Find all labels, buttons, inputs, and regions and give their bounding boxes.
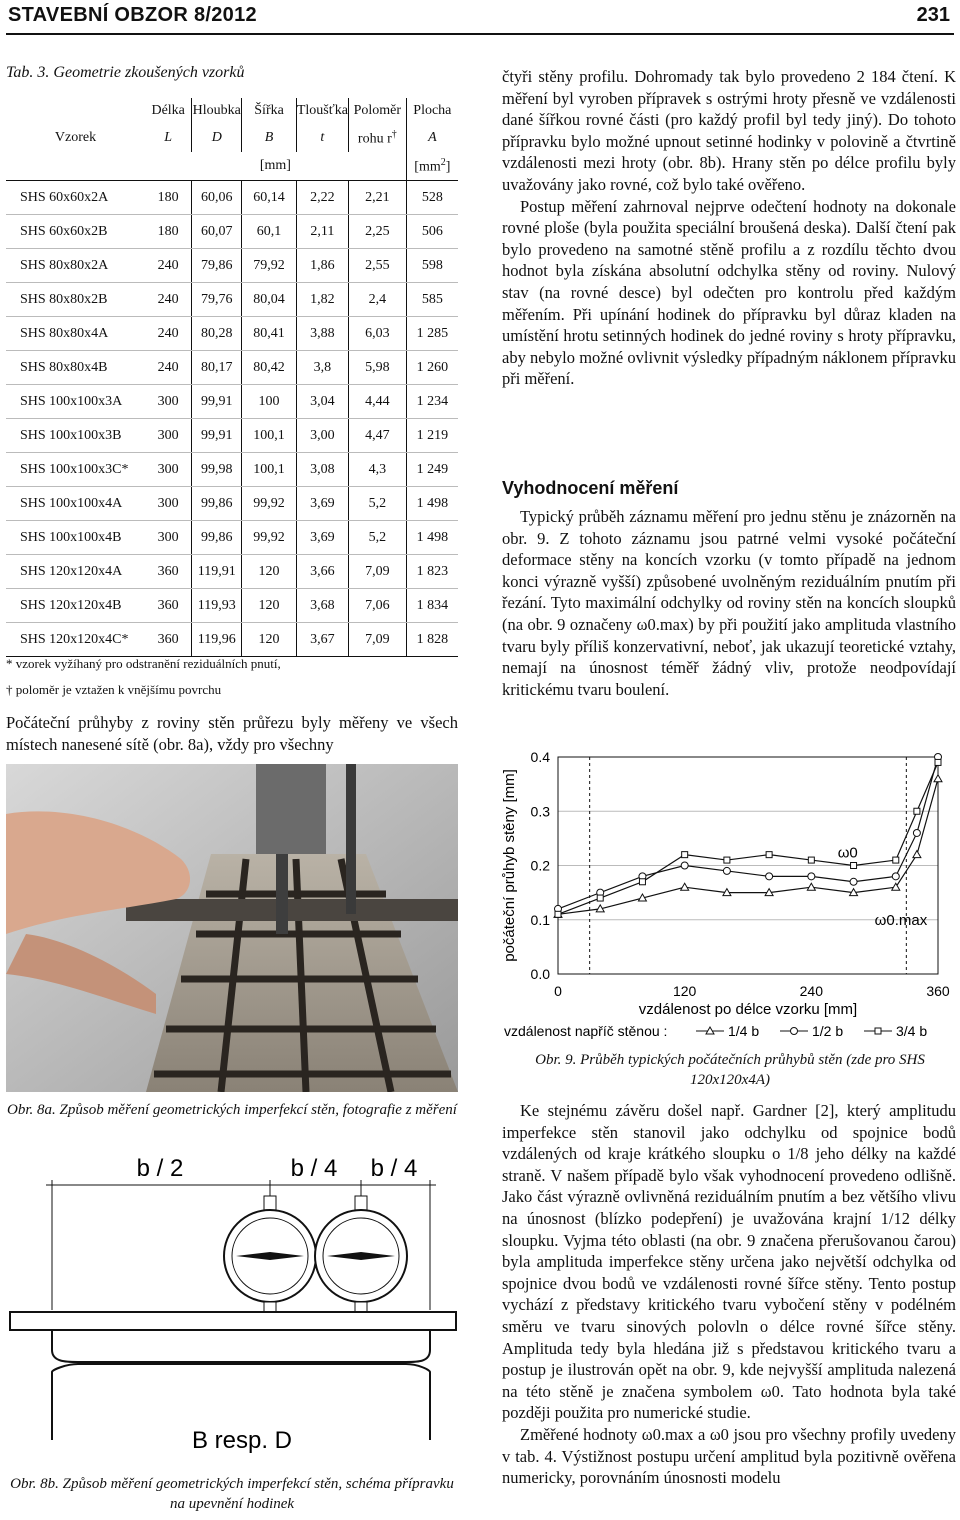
value-cell: 120 [242, 589, 297, 623]
data-point [639, 879, 645, 885]
data-point [851, 863, 857, 869]
annotation-omega0-max: ω0.max [874, 912, 928, 930]
value-cell: 3,08 [296, 453, 348, 487]
table-row [6, 385, 458, 419]
specimen-cell: SHS 100x100x3C* [6, 453, 145, 487]
value-cell: 3,69 [296, 521, 348, 555]
table-row [6, 521, 458, 555]
value-cell: 1 834 [406, 589, 458, 623]
value-cell: 99,86 [192, 521, 242, 555]
value-cell: 3,8 [296, 351, 348, 385]
data-point [682, 852, 688, 858]
specimen-cell: SHS 60x60x2A [6, 181, 145, 215]
table-caption: Tab. 3. Geometrie zkoušených vzorků [6, 64, 245, 81]
header-blank [6, 152, 145, 181]
data-point [892, 873, 899, 880]
data-point [913, 851, 921, 858]
value-cell: 1 260 [406, 351, 458, 385]
value-cell: 180 [145, 215, 192, 249]
y-tick-label: 0.0 [530, 966, 550, 982]
value-cell: 1 234 [406, 385, 458, 419]
value-cell: 99,91 [192, 385, 242, 419]
value-cell: 5,98 [348, 351, 406, 385]
table-row [6, 317, 458, 351]
y-tick-label: 0.3 [530, 803, 550, 820]
table-row [6, 249, 458, 283]
value-cell: 4,47 [348, 419, 406, 453]
col-symbol-text: rohu r [357, 131, 392, 147]
data-point [914, 808, 920, 814]
x-tick-label: 0 [554, 983, 562, 999]
specimen-cell: SHS 120x120x4B [6, 589, 145, 623]
value-cell: 100,1 [242, 453, 297, 487]
value-cell: 2,25 [348, 215, 406, 249]
value-cell: 2,11 [296, 215, 348, 249]
value-cell: 3,69 [296, 487, 348, 521]
table-row [6, 215, 458, 249]
specimen-cell: SHS 100x100x4B [6, 521, 145, 555]
value-cell: 4,3 [348, 453, 406, 487]
table-row [6, 419, 458, 453]
data-point [893, 857, 899, 863]
x-tick-label: 240 [799, 983, 824, 999]
data-point [808, 873, 815, 880]
data-point [766, 873, 773, 880]
specimen-cell: SHS 80x80x2A [6, 249, 145, 283]
value-cell: 100 [242, 385, 297, 419]
col-head: Hloubka [192, 98, 242, 124]
value-cell: 119,96 [192, 623, 242, 657]
value-cell: 60,1 [242, 215, 297, 249]
value-cell: 1,86 [296, 249, 348, 283]
col-symbol: B [242, 124, 297, 152]
specimen-cell: SHS 100x100x3B [6, 419, 145, 453]
value-cell: 6,03 [348, 317, 406, 351]
header-blank [6, 98, 145, 124]
value-cell: 240 [145, 317, 192, 351]
value-cell: 506 [406, 215, 458, 249]
value-cell: 99,98 [192, 453, 242, 487]
value-cell: 300 [145, 487, 192, 521]
data-point [681, 883, 689, 890]
value-cell: 99,92 [242, 487, 297, 521]
unit-mm2 [406, 152, 458, 181]
value-cell: 2,21 [348, 181, 406, 215]
data-point [934, 775, 942, 782]
value-cell: 1,82 [296, 283, 348, 317]
col-head-vzorek: Vzorek [54, 130, 97, 145]
value-cell: 1 285 [406, 317, 458, 351]
value-cell: 2,22 [296, 181, 348, 215]
value-cell: 180 [145, 181, 192, 215]
unit-text: [mm [414, 159, 441, 175]
value-cell: 300 [145, 385, 192, 419]
specimen-cell: SHS 100x100x3A [6, 385, 145, 419]
data-point [555, 911, 561, 917]
x-tick-label: 120 [672, 983, 697, 999]
dial-gauge-left [224, 1196, 316, 1312]
data-point [913, 829, 920, 836]
value-cell: 598 [406, 249, 458, 283]
value-cell: 79,92 [242, 249, 297, 283]
col-symbol [348, 124, 406, 152]
table-row [6, 181, 458, 215]
value-cell: 360 [145, 555, 192, 589]
value-cell: 80,42 [242, 351, 297, 385]
specimen-cell: SHS 60x60x2B [6, 215, 145, 249]
unit-text: ] [445, 159, 451, 175]
left-paragraph [6, 712, 458, 755]
value-cell: 3,66 [296, 555, 348, 589]
value-cell: 7,06 [348, 589, 406, 623]
value-cell: 4,44 [348, 385, 406, 419]
table-row [6, 589, 458, 623]
footnote-annealed: * vzorek vyžíhaný pro odstranění reziduálních pnutí, [6, 656, 281, 671]
series-line [558, 762, 938, 914]
right-text-bottom [502, 1100, 956, 1489]
table-row [6, 555, 458, 589]
value-cell: 1 249 [406, 453, 458, 487]
value-cell: 3,68 [296, 589, 348, 623]
series-line [558, 779, 938, 915]
value-cell: 300 [145, 521, 192, 555]
value-cell: 3,04 [296, 385, 348, 419]
y-tick-label: 0.2 [530, 857, 550, 874]
data-point [807, 883, 815, 890]
col-symbol: D [192, 124, 242, 152]
deflection-chart [496, 745, 956, 1040]
value-cell: 3,00 [296, 419, 348, 453]
table-row [6, 487, 458, 521]
value-cell: 7,09 [348, 623, 406, 657]
series-line [558, 757, 938, 909]
geometry-table [6, 98, 458, 657]
col-head: Poloměr [348, 98, 406, 124]
legend-label: 1/2 b [812, 1023, 844, 1039]
value-cell: 240 [145, 249, 192, 283]
value-cell: 1 219 [406, 419, 458, 453]
measurement-photo [6, 764, 458, 1092]
footnote-radius: † poloměr je vztažen k vnějšímu povrchu [6, 682, 222, 697]
data-point [850, 878, 857, 885]
value-cell: 360 [145, 623, 192, 657]
specimen-cell: SHS 100x100x4A [6, 487, 145, 521]
data-point [724, 857, 730, 863]
y-tick-label: 0.4 [530, 749, 550, 765]
value-cell: 80,04 [242, 283, 297, 317]
section-heading: Vyhodnocení měření [502, 478, 679, 498]
data-point [892, 883, 900, 890]
specimen-cell: SHS 120x120x4A [6, 555, 145, 589]
value-cell: 79,86 [192, 249, 242, 283]
value-cell: 240 [145, 351, 192, 385]
value-cell: 60,07 [192, 215, 242, 249]
value-cell: 360 [145, 589, 192, 623]
paragraph: Změřené hodnoty ω0.max a ω0 jsou pro všechny profily uvedeny v tab. 4. Výstižnost postupu určení amplitud byla pozitivně ověřena numericky, porovnáním únosnosti modelu [502, 1424, 956, 1488]
value-cell: 80,17 [192, 351, 242, 385]
value-cell: 240 [145, 283, 192, 317]
right-text-mid [502, 506, 956, 700]
value-cell: 5,2 [348, 487, 406, 521]
value-cell: 120 [242, 623, 297, 657]
data-point [935, 759, 941, 765]
label-b4: b / 4 [290, 1155, 338, 1182]
col-symbol: A [406, 124, 458, 152]
label-b2: b / 2 [136, 1155, 184, 1182]
value-cell: 1 828 [406, 623, 458, 657]
table-row [6, 351, 458, 385]
unit-sup: 2 [440, 156, 446, 168]
specimen-cell: SHS 80x80x2B [6, 283, 145, 317]
value-cell: 1 498 [406, 521, 458, 555]
specimen-cell: SHS 80x80x4B [6, 351, 145, 385]
left-paragraph-text: Počáteční průhyby z roviny stěn průřezu byly měřeny ve všech místech nanesené sítě (obr. 8a), vždy pro všechny [6, 713, 458, 754]
value-cell: 120 [242, 555, 297, 589]
col-head: Plocha [406, 98, 458, 124]
legend-label: 1/4 b [728, 1023, 760, 1039]
unit-mm: [mm] [145, 152, 406, 181]
value-cell: 528 [406, 181, 458, 215]
value-cell: 1 823 [406, 555, 458, 589]
table-row [6, 453, 458, 487]
y-tick-label: 0.1 [530, 911, 550, 928]
col-head: Tloušťka [296, 98, 348, 124]
x-axis-label: vzdálenost po délce vzorku [mm] [638, 1001, 858, 1018]
data-point [766, 852, 772, 858]
value-cell: 300 [145, 419, 192, 453]
label-b-resp-d: B resp. D [191, 1427, 293, 1454]
legend-marker [791, 1028, 798, 1035]
x-tick-label: 360 [926, 983, 950, 999]
value-cell: 60,14 [242, 181, 297, 215]
value-cell: 60,06 [192, 181, 242, 215]
value-cell: 300 [145, 453, 192, 487]
paragraph: Ke stejnému závěru došel např. Gardner [2], který amplitudu imperfekce stěn stanovil jako odchylku od spojnice bodů vzdálených od kraje krátkého sloupku o 1/8 jeho délky na každé straně. V našem případě bylo však vyhodnocení provedeno odlišně. Jako část výrazně ovlivněná reziduálním pnutím a bez většího vlivu na únosnost (blízko podepření) je uvažována krajní 1/12 délky sloupku. Vyjma této oblasti (na obr. 9 značena přerušovanou čarou) byla amplituda imperfekce stěny určena jako největší odchylka od spojnice dvou bodů ve vzdálenosti rovné šířce stěny. Tento postup vychází z představy kritického tvaru vybočení stěny v podélném směru ve tvaru sinových polovln o délce rovné šířce stěny. Amplituda tedy byla hledána již s představou kritického tvaru a postup je ilustrován opět na obr. 9, kde nejvyšší amplituda nalezená na této stěně je značena symbolem ω0. Tato hodnota byla také později použita pro numerické studie. [502, 1101, 956, 1423]
specimen-cell: SHS 80x80x4A [6, 317, 145, 351]
value-cell: 119,93 [192, 589, 242, 623]
fig8b-caption: Obr. 8b. Způsob měření geometrických imperfekcí stěn, schéma přípravku na upevnění hodinek [10, 1476, 454, 1512]
col-head: Šířka [242, 98, 297, 124]
col-symbol: t [296, 124, 348, 152]
legend-label: 3/4 b [896, 1023, 928, 1039]
data-point [597, 895, 603, 901]
header-rule [6, 33, 954, 35]
paragraph: Postup měření zahrnoval nejprve odečtení hodnoty na dokonale rovné ploše (byla použita speciální broušená deska). Další čtení pak bylo provedeno na samotné stěně profilu a z rozdílu těchto dvou hodnot byla získána absolutní odchylka stěny od roviny. Nulový stav (na rovné desce) byl odečten pro kontrolu před každým měřením. Při upínání hodinek do přípravku byl důraz kladen na umístění hrotu setinných hodinek do jedné roviny s hroty přípravku, aby nebylo možné ovlivnit výsledky případným náklonem přípravku při měření. [502, 196, 956, 389]
data-point [808, 857, 814, 863]
col-head: Délka [151, 103, 185, 118]
fixture-schematic [6, 1150, 458, 1470]
legend-marker [875, 1028, 881, 1034]
page-header [0, 0, 960, 30]
journal-title: STAVEBNÍ OBZOR 8/2012 [8, 4, 257, 26]
table-row [6, 283, 458, 317]
value-cell: 3,88 [296, 317, 348, 351]
y-axis-label: počáteční průhyb stěny [mm] [501, 769, 518, 962]
value-cell: 79,76 [192, 283, 242, 317]
fig8a-caption: Obr. 8a. Způsob měření geometrických imperfekcí stěn, fotografie z měření [7, 1102, 457, 1118]
data-point [723, 867, 730, 874]
fig9-caption: Obr. 9. Průběh typických počátečních průhybů stěn (zde pro SHS 120x120x4A) [535, 1052, 925, 1088]
legend-title: vzdálenost napříč stěnou : [504, 1023, 668, 1039]
value-cell: 119,91 [192, 555, 242, 589]
right-text-top [502, 66, 956, 390]
value-cell: 99,91 [192, 419, 242, 453]
value-cell: 2,55 [348, 249, 406, 283]
value-cell: 100,1 [242, 419, 297, 453]
value-cell: 2,4 [348, 283, 406, 317]
paragraph: Typický průběh záznamu měření pro jednu stěnu je znázorněn na obr. 9. Z tohoto záznamu jsou patrné velmi vysoké počáteční deformace stěny na koncích vzorku (v tomto případě na jednom konci výrazně vyšší) způsobené uvolněným reziduálním pnutím při řezání. Tyto maximální odchylky od roviny stěn na koncích sloupků (na obr. 9 označeny ω0.max) by při použití jako amplituda vlastního tvaru byly příliš konzervativní, neboť, jak ukazují teoretické vztahy, nemají na únosnost téměř žádný vliv, protože neodpovídají kritickému tvaru boulení. [502, 507, 956, 699]
dial-gauge-right [315, 1196, 407, 1312]
value-cell: 1 498 [406, 487, 458, 521]
label-b4: b / 4 [370, 1155, 418, 1182]
dagger-mark: † [391, 128, 397, 140]
value-cell: 3,67 [296, 623, 348, 657]
value-cell: 80,28 [192, 317, 242, 351]
value-cell: 99,92 [242, 521, 297, 555]
value-cell: 5,2 [348, 521, 406, 555]
paragraph: čtyři stěny profilu. Dohromady tak bylo provedeno 2 184 čtení. K měření byl vyroben přípravek s ostrými hroty přesně ve vzdálenosti dané šířkou rovné části (pro každý profil byl tedy jiný). Do tohoto přípravku bylo možné upnout setinné hodinky v polovině a čtvrtině vzdálenosti mezi hroty (obr. 8b). Hrany stěn po délce profilu byly uvažovány jako rovné, což bylo také ověřeno. [502, 67, 956, 194]
table-row [6, 623, 458, 657]
data-point [681, 862, 688, 869]
col-symbol: L [164, 130, 173, 145]
value-cell: 80,41 [242, 317, 297, 351]
value-cell: 585 [406, 283, 458, 317]
page-number: 231 [916, 4, 950, 26]
annotation-omega0: ω0 [837, 844, 858, 862]
value-cell: 7,09 [348, 555, 406, 589]
specimen-cell: SHS 120x120x4C* [6, 623, 145, 657]
value-cell: 99,86 [192, 487, 242, 521]
